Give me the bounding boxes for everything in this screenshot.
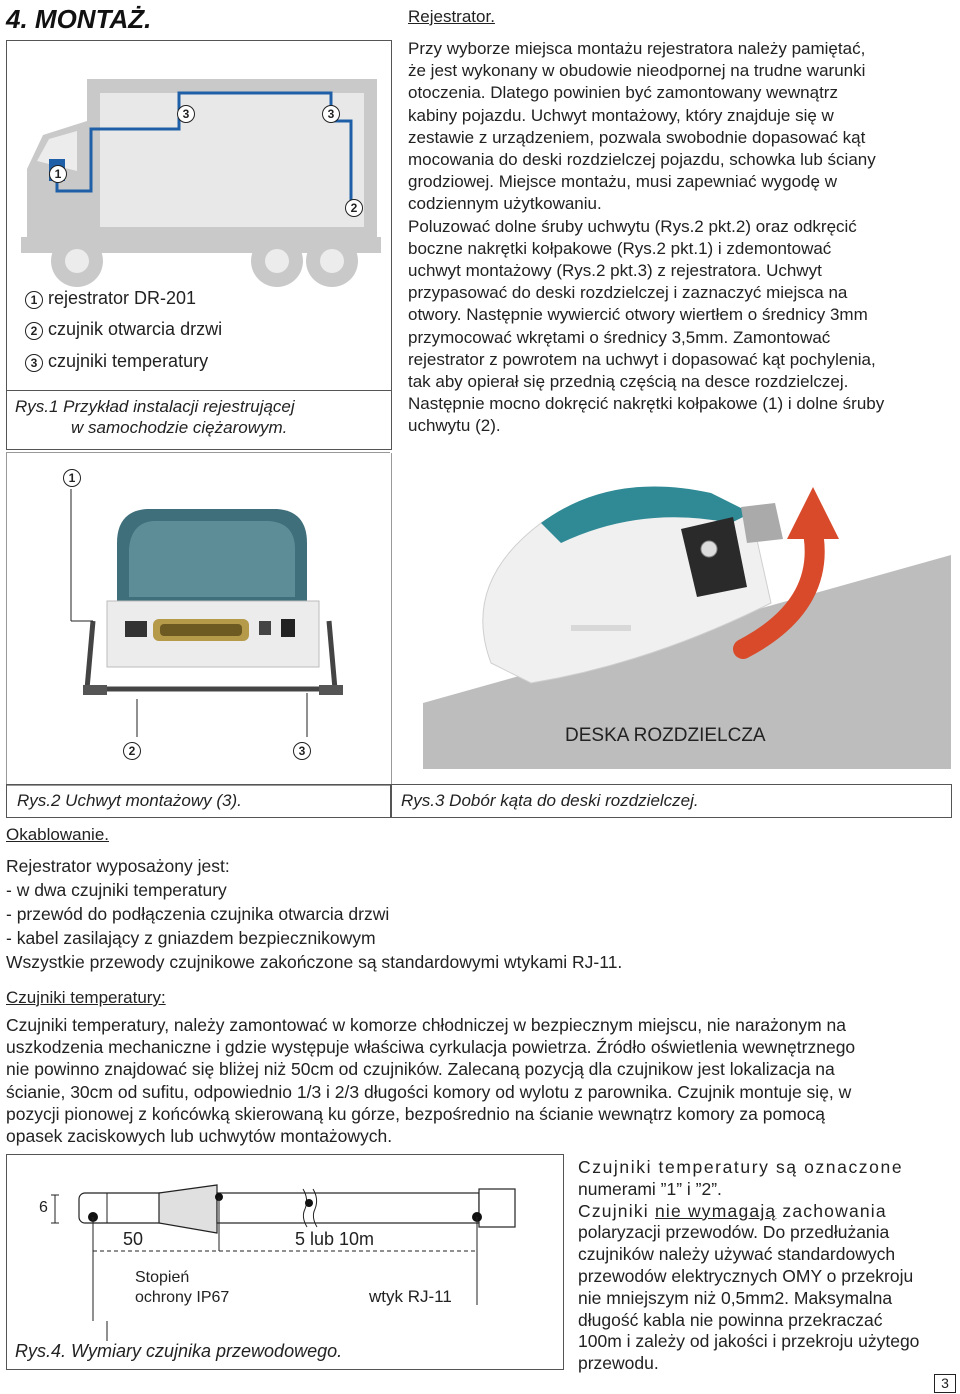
figure-1-caption-box <box>6 390 392 450</box>
figure-3-frame <box>390 452 952 786</box>
text-line: mocowania do deski rozdzielczej pojazdu, schowka lub ściany <box>408 150 876 170</box>
text-line: zestawie z urządzeniem, pozwala swobodnie dopasować kąt <box>408 127 866 147</box>
text-line: uchwytu (2). <box>408 416 501 436</box>
text-line: przymocować wkrętami o średnicy 3,5mm. Zamontować <box>408 327 831 347</box>
fig2-marker-3: 3 <box>293 742 311 760</box>
text-line: numerami ”1” i ”2”. <box>578 1178 722 1199</box>
figure-1-caption-line2: w samochodzie ciężarowym. <box>71 418 288 437</box>
legend-num-1: 1 <box>25 291 43 309</box>
text-segment: Czujniki <box>578 1200 655 1221</box>
text-line: uchwyt montażowy (Rys.2 pkt.3) z rejestratora. Uchwyt <box>408 261 822 281</box>
recorder-photo <box>7 453 391 785</box>
text-segment: zachowania <box>776 1200 887 1221</box>
text-line: rejestrator z powrotem na uchwyt i dopasować kąt pochylenia, <box>408 349 876 369</box>
text-line: ścianie, 30cm od sufitu, odpowiednio 1/3 i 2/3 długości komory od wylotu z parownika. Czujnik montuje się, w <box>6 1081 852 1102</box>
text-line: Czujniki temperatury są oznaczone <box>578 1157 904 1177</box>
list-item: Rejestrator wyposażony jest: <box>6 856 230 876</box>
page-number: 3 <box>934 1374 956 1393</box>
fig2-marker-2: 2 <box>123 742 141 760</box>
text-line: kabiny pojazdu. Uchwyt montażowy, który znajduje się w <box>408 105 834 125</box>
text-line: pozycji pionowej z końcówką skierowaną ku górze, bezpośrednio na ścianie wewnątrz komory za pomocą <box>6 1103 826 1124</box>
emphasis-underlined: nie wymagają <box>654 1200 777 1221</box>
fig2-marker-1: 1 <box>63 469 81 487</box>
legend-num-3: 3 <box>25 354 43 372</box>
text-line: długość kabla nie powinna przekraczać <box>578 1309 883 1330</box>
legend-text-3: czujniki temperatury <box>48 351 209 371</box>
text-line: uszkodzenia mechaniczne i gdzie występuje właściwa cyrkulacja powietrza. Źródło oświetlenia wewnętrznego <box>6 1037 856 1058</box>
rejestrator-paragraph <box>408 38 952 438</box>
text-line: opasek zaciskowych lub uchwytów montażowych. <box>6 1126 393 1147</box>
plug-label: wtyk RJ-11 <box>369 1287 452 1306</box>
text-line: nie mniejszym niż 0,5mm2. Maksymalna <box>578 1287 893 1308</box>
text-line: nie powinno znajdować się bliżej niż 50cm od czujników. Zalecaną pozycją dla czujnikow jest lokalizacja na <box>6 1059 835 1080</box>
list-item: - kabel zasilający z gniazdem bezpiecznikowym <box>6 928 376 948</box>
legend-num-2: 2 <box>25 322 43 340</box>
text-line: tak aby opierał się przednią częścią na desce rozdzielczej. <box>408 372 849 392</box>
okablowanie-heading: Okablowanie. <box>6 825 110 844</box>
list-item: Wszystkie przewody czujnikowe zakończone są standardowymi wtykami RJ-11. <box>6 952 623 972</box>
list-item: - w dwa czujniki temperatury <box>6 880 227 900</box>
text-line: Poluzować dolne śruby uchwytu (Rys.2 pkt.2) oraz odkręcić <box>408 216 857 236</box>
text-line: że jest wykonany w obudowie nieodpornej na trudne warunki <box>408 61 866 81</box>
dim-50-label: 50 <box>123 1229 144 1249</box>
figure-2-caption: Rys.2 Uchwyt montażowy (3). <box>17 791 242 810</box>
okablowanie-list <box>6 854 622 974</box>
text-line <box>578 1201 952 1223</box>
legend-item-2 <box>25 319 222 340</box>
figure-4-caption: Rys.4. Wymiary czujnika przewodowego. <box>15 1341 343 1361</box>
marker-3-left: 3 <box>177 105 195 123</box>
dashboard-label: DESKA ROZDZIELCZA <box>565 725 766 746</box>
ip67-label-2: ochrony IP67 <box>135 1289 230 1306</box>
text-line: codziennym użytkowaniu. <box>408 194 602 214</box>
legend-text-2: czujnik otwarcia drzwi <box>48 319 223 339</box>
text-line: przypasować do deski rozdzielczej i zaznaczyć miejsca na <box>408 283 848 303</box>
figure-4-frame <box>6 1154 564 1370</box>
text-line: otoczenia. Dlatego powinien być zamontowany wewnątrz <box>408 83 838 103</box>
text-line: polaryzacji przewodów. Do przedłużania <box>578 1222 890 1243</box>
czujniki-paragraph <box>6 1014 952 1147</box>
sensor-dimension-drawing <box>7 1155 563 1369</box>
figure-1-frame <box>6 40 392 391</box>
text-line: otwory. Następnie wywiercić otwory wiertłem o średnicy 3mm <box>408 305 868 325</box>
legend-item-1 <box>25 288 196 309</box>
marker-1: 1 <box>49 165 67 183</box>
text-line: 100m i zależy od jakości i przekroju użytego <box>578 1331 920 1352</box>
ip67-label-1: Stopień <box>135 1269 190 1286</box>
figure-3-caption: Rys.3 Dobór kąta do deski rozdzielczej. <box>401 791 699 810</box>
figure-3-caption-box <box>390 784 952 818</box>
figure-1-caption-line1: Rys.1 Przykład instalacji rejestrującej <box>15 397 295 416</box>
section-title: 4. MONTAŻ. <box>6 4 152 34</box>
legend-item-3 <box>25 351 208 372</box>
text-line: grodziowej. Miejsce montażu, musi zapewniać wygodę w <box>408 172 837 192</box>
text-line: przewodu. <box>578 1353 659 1374</box>
czujniki-heading: Czujniki temperatury: <box>6 988 166 1007</box>
dim-length-label: 5 lub 10m <box>295 1229 375 1249</box>
list-item: - przewód do podłączenia czujnika otwarcia drzwi <box>6 904 390 924</box>
rejestrator-heading: Rejestrator. <box>408 7 495 26</box>
text-line: Czujniki temperatury, należy zamontować w komorze chłodniczej w bezpiecznym miejscu, nie narażonym na <box>6 1015 847 1035</box>
figure-2-frame <box>6 452 392 786</box>
dim-6-label: 6 <box>39 1199 48 1216</box>
marker-3-right: 3 <box>322 105 340 123</box>
figure-2-caption-box <box>6 784 392 818</box>
sensor-notes <box>578 1157 952 1375</box>
text-line: Następnie mocno dokręcić nakrętki kołpakowe (1) i dolne śruby <box>408 394 885 414</box>
marker-2: 2 <box>345 199 363 217</box>
text-line: boczne nakrętki kołpakowe (Rys.2 pkt.1) i zdemontować <box>408 238 832 258</box>
text-line: czujników należy używać standardowych <box>578 1244 896 1265</box>
text-line: Przy wyborze miejsca montażu rejestratora należy pamiętać, <box>408 39 866 58</box>
truck-illustration <box>7 41 391 291</box>
text-line: przewodów elektrycznych OMY o przekroju <box>578 1265 914 1286</box>
legend-text-1: rejestrator DR-201 <box>48 288 197 308</box>
